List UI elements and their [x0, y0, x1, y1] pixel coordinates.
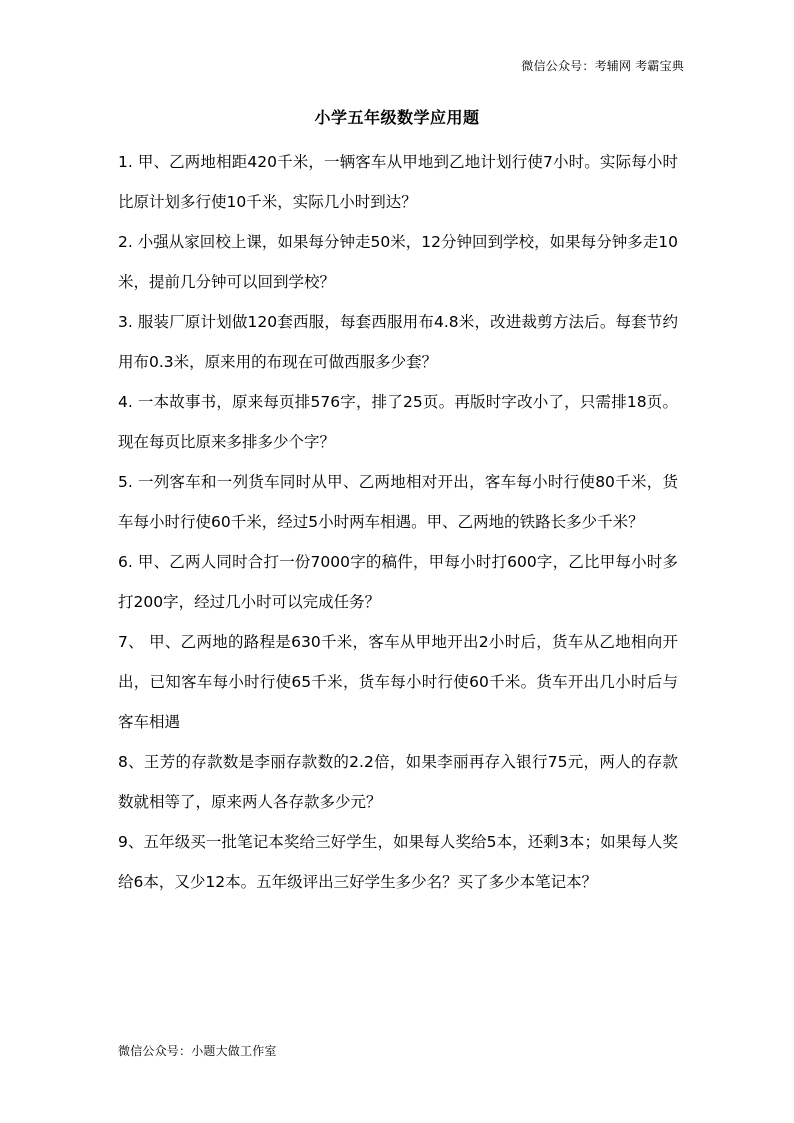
problem-4: 4. 一本故事书，原来每页排576字，排了25页。再版时字改小了，只需排18页。现在每页比原来多排多少个字？ [118, 393, 678, 451]
problem-2: 2. 小强从家回校上课，如果每分钟走50米，12分钟回到学校，如果每分钟多走10米，提前几分钟可以回到学校？ [118, 233, 678, 291]
problem-9: 9、五年级买一批笔记本奖给三好学生，如果每人奖给5本，还剩3本；如果每人奖给6本，又少12本。五年级评出三好学生多少名？买了多少本笔记本？ [118, 833, 678, 891]
problem-list [118, 142, 678, 902]
problem-6: 6. 甲、乙两人同时合打一份7000字的稿件，甲每小时打600字，乙比甲每小时多打200字，经过几小时可以完成任务？ [118, 553, 678, 611]
document-title: 小学五年级数学应用题 [314, 108, 480, 127]
problem-3: 3. 服装厂原计划做120套西服，每套西服用布4.8米，改进裁剪方法后。每套节约用布0.3米，原来用的布现在可做西服多少套？ [118, 313, 678, 371]
footer-watermark-note: 微信公众号：小题大做工作室 [118, 1044, 277, 1058]
header-watermark-note: 微信公众号：考辅网 考霸宝典 [521, 59, 684, 73]
problem-7: 7、 甲、乙两地的路程是630千米，客车从甲地开出2小时后，货车从乙地相向开出，已知客车每小时行使65千米，货车每小时行使60千米。货车开出几小时后与客车相遇 [118, 633, 678, 731]
problem-5: 5. 一列客车和一列货车同时从甲、乙两地相对开出，客车每小时行使80千米，货车每小时行使60千米，经过5小时两车相遇。甲、乙两地的铁路长多少千米？ [118, 473, 678, 531]
problem-8: 8、王芳的存款数是李丽存款数的2.2倍，如果李丽再存入银行75元，两人的存款数就相等了，原来两人各存款多少元？ [118, 753, 678, 811]
problem-1: 1. 甲、乙两地相距420千米，一辆客车从甲地到乙地计划行使7小时。实际每小时比原计划多行使10千米，实际几小时到达？ [118, 153, 678, 211]
